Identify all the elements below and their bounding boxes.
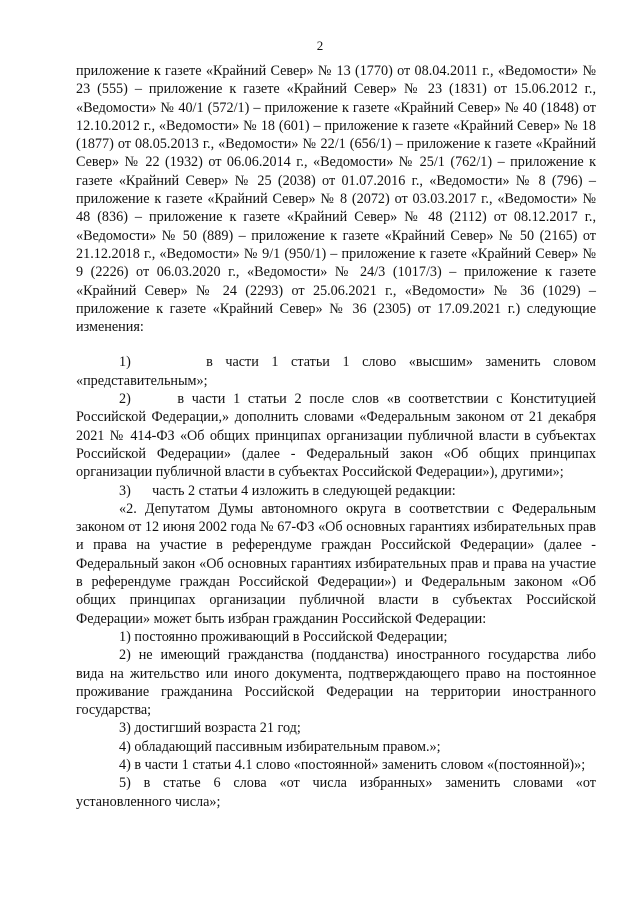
document-body [76, 62, 596, 811]
amendment-item-4: 4) в части 1 статьи 4.1 слово «постоянной» заменить словом «(постоянной)»; [119, 756, 586, 773]
new-wording-paragraph: «2. Депутатом Думы автономного округа в соответствии с Федеральным законом от 12 июня 2002 года № 67-ФЗ «Об основных гарантиях избирательных прав и права на участие в референдуме граждан Российской Федерации» (далее - Федеральный закон «Об основных гарантиях избирательных прав и права на участие в референдуме граждан Российской Федерации») и Федеральным законом «Об общих принципах организации публичной власти в субъектах Российской Федерации» может быть избран гражданин Российской Федерации: [76, 500, 596, 627]
requirement-2: 2) не имеющий гражданства (подданства) иностранного государства либо вида на жительство или иного документа, подтверждающего право на постоянное проживание гражданина Российской Федерации на территории иностранного государства; [76, 647, 596, 719]
intro-paragraph: приложение к газете «Крайний Север» № 13 (1770) от 08.04.2011 г., «Ведомости» № 23 (555) – приложение к газете «Крайний Север» № 23 (1831) от 15.06.2012 г., «Ведомости» № 40/1 (572/1) – приложение к газете «Крайний Север» № 40 (1848) от 12.10.2012 г., «Ведомости» № 18 (601) – приложение к газете «Крайний Север» № 18 (1877) от 08.05.2013 г., «Ведомости» № 22/1 (656/1) – приложение к газете «Крайний Север» № 22 (1932) от 06.06.2014 г., «Ведомости» № 25/1 (762/1) – приложение к газете «Крайний Север» № 25 (2038) от 01.07.2016 г., «Ведомости» № 8 (796) – приложение к газете «Крайний Север» № 8 (2072) от 03.03.2017 г., «Ведомости» № 48 (836) – приложение к газете «Крайний Север» № 48 (2112) от 08.12.2017 г., «Ведомости» № 50 (889) – приложение к газете «Крайний Север» № 50 (2165) от 21.12.2018 г., «Ведомости» № 9/1 (950/1) – приложение к газете «Крайний Север» № 9 (2226) от 06.03.2020 г., «Ведомости» № 24/3 (1017/3) – приложение к газете «Крайний Север» № 24 (2293) от 25.06.2021 г., «Ведомости» № 36 (1029) – приложение к газете «Крайний Север» № 36 (2305) от 17.09.2021 г.) следующие изменения: [76, 63, 596, 336]
requirement-4: 4) обладающий пассивным избирательным правом.»; [119, 738, 441, 755]
amendment-item-3: 3) часть 2 статьи 4 изложить в следующей редакции: [119, 482, 456, 499]
amendment-item-5: 5) в статье 6 слова «от числа избранных» заменить словами «от установленного числа»; [76, 775, 596, 810]
requirement-3: 3) достигший возраста 21 год; [119, 720, 301, 737]
amendment-item-2: 2) в части 1 статьи 2 после слов «в соответствии с Конституцией Российской Федерации,» дополнить словами «Федеральным законом от 21 декабря 2021 № 414-ФЗ «Об общих принципах организации публичной власти в субъектах Российской Федерации» (далее - Федеральный закон «Об общих принципах организации публичной власти в субъектах Российской Федерации»), другими»; [76, 391, 596, 481]
page-number: 2 [316, 38, 324, 53]
amendment-item-1: 1) в части 1 статьи 1 слово «высшим» заменить словом «представительным»; [76, 354, 596, 389]
requirement-1: 1) постоянно проживающий в Российской Федерации; [119, 628, 448, 645]
